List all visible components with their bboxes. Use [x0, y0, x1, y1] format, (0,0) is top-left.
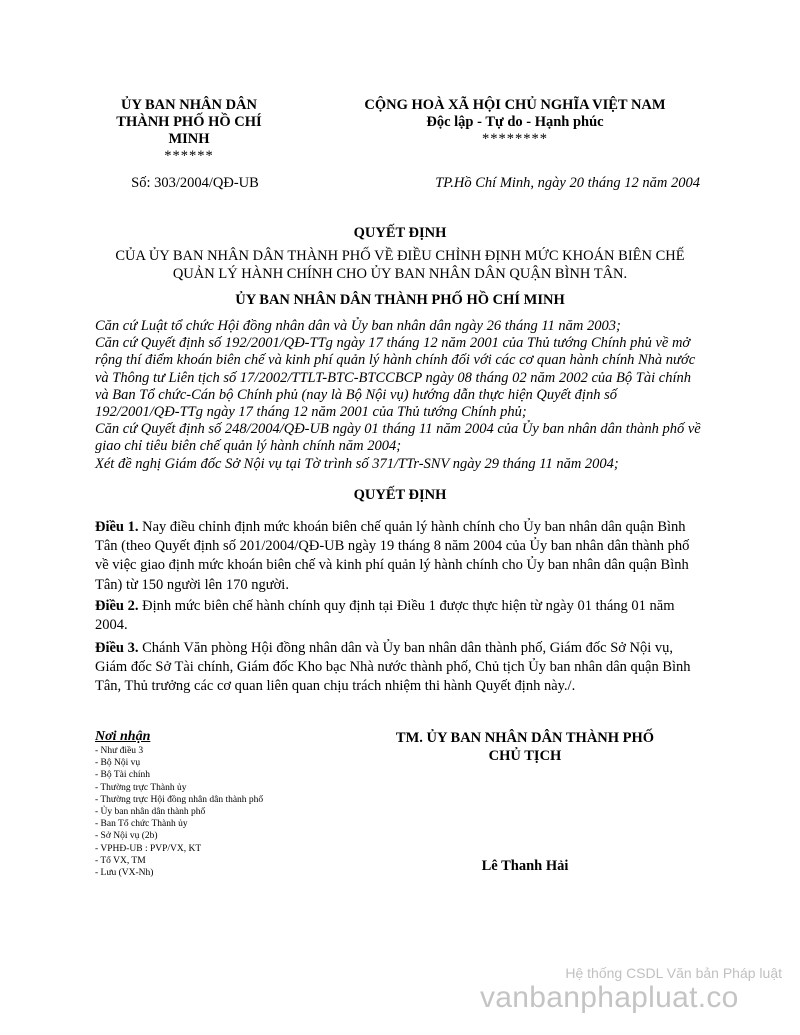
article-2 — [95, 597, 705, 635]
article-text: Định mức biên chế hành chính quy định tại Điều 1 được thực hiện từ ngày 01 tháng 01 năm 2004. — [95, 598, 675, 634]
issuing-authority-stars: ****** — [164, 148, 214, 164]
recipient-item: - Sở Nội vụ (2b) — [95, 831, 158, 842]
national-motto: Độc lập - Tự do - Hạnh phúc — [426, 114, 604, 130]
signature-position: CHỦ TỊCH — [488, 748, 562, 764]
preamble-paragraph: Căn cứ Quyết định số 248/2004/QĐ-UB ngày 01 tháng 11 năm 2004 của Ủy ban nhân dân thành phố về giao chỉ tiêu biên chế quản lý hành chính năm 2004; — [95, 421, 701, 455]
preamble-paragraph: Căn cứ Quyết định số 192/2001/QĐ-TTg ngày 17 tháng 12 năm 2001 của Thủ tướng Chính phủ về mở rộng thí điểm khoán biên chế và kinh phí quản lý hành chính đối với các cơ quan hành chính Nhà nước và Thông tư Liên tịch số 17/2002/TTLT-BTC-BTCCBCP ngày 08 tháng 02 năm 2002 của Bộ Tài chính và Ban Tổ chức-Cán bộ Chính phủ (nay là Bộ Nội vụ) hướng dẫn thực hiện Quyết định số 192/2001/QĐ-TTg ngày 17 tháng 12 năm 2001 của Thủ tướng Chính phủ; — [95, 335, 696, 421]
signature-organization: TM. ỦY BAN NHÂN DÂN THÀNH PHỐ — [395, 730, 655, 746]
recipients-list — [95, 745, 355, 879]
decision-heading: QUYẾT ĐỊNH — [353, 487, 447, 503]
watermark-caption: Hệ thống CSDL Văn bản Pháp luật — [565, 965, 782, 981]
recipient-item: - Lưu (VX-Nh) — [95, 868, 154, 879]
article-1 — [95, 518, 705, 595]
recipient-item: - VPHĐ-UB : PVP/VX, KT — [95, 843, 202, 854]
issuing-authority-heading: ỦY BAN NHÂN DÂN THÀNH PHỐ HỒ CHÍ MINH — [235, 292, 565, 308]
recipient-item: - Thường trực Thành ủy — [95, 782, 187, 793]
preamble-paragraph: Căn cứ Luật tổ chức Hội đồng nhân dân và Ủy ban nhân dân ngày 26 tháng 11 năm 2003; — [95, 318, 621, 334]
national-title: CỘNG HOÀ XÃ HỘI CHỦ NGHĨA VIỆT NAM — [364, 97, 666, 113]
article-3 — [95, 639, 705, 697]
preamble-paragraph: Xét đề nghị Giám đốc Sở Nội vụ tại Tờ trình số 371/TTr-SNV ngày 29 tháng 11 năm 2004; — [95, 455, 619, 472]
issuing-authority-block — [100, 97, 278, 165]
document-subtitle: CỦA ỦY BAN NHÂN DÂN THÀNH PHỐ VỀ ĐIỀU CHỈNH ĐỊNH MỨC KHOÁN BIÊN CHẾ QUẢN LÝ HÀNH CHÍNH CHO ỦY BAN NHÂN DÂN QUẬN BÌNH TÂN. — [115, 248, 685, 282]
recipients-title: Nơi nhận — [95, 729, 151, 744]
issuing-authority-line1: ỦY BAN NHÂN DÂN — [120, 97, 257, 113]
article-label: Điều 3. — [95, 640, 139, 656]
recipient-item: - Ban Tổ chức Thành ủy — [95, 819, 188, 830]
signature-block — [350, 729, 700, 765]
document-number: Số: 303/2004/QĐ-UB — [131, 175, 259, 191]
signer-name: Lê Thanh Hải — [481, 858, 569, 874]
recipient-item: - Ủy ban nhân dân thành phố — [95, 807, 206, 818]
article-label: Điều 1. — [95, 519, 139, 535]
recipient-item: - Bộ Tài chính — [95, 770, 150, 781]
national-motto-stars: ******** — [482, 131, 548, 147]
national-motto-block — [310, 97, 720, 148]
document-date: TP.Hồ Chí Minh, ngày 20 tháng 12 năm 2004 — [435, 175, 700, 191]
recipient-item: - Bộ Nội vụ — [95, 758, 141, 769]
preamble — [95, 318, 705, 473]
article-text: Chánh Văn phòng Hội đồng nhân dân và Ủy ban nhân dân thành phố, Giám đốc Sở Nội vụ, Giám đốc Sở Tài chính, Giám đốc Kho bạc Nhà nước thành phố, Chủ tịch Ủy ban nhân dân quận Bình Tân, Thủ trưởng các cơ quan liên quan chịu trách nhiệm thi hành Quyết định này./. — [95, 640, 691, 695]
watermark-site: vanbanphapluat.co — [480, 981, 739, 1014]
recipient-item: - Tổ VX, TM — [95, 855, 146, 866]
recipient-item: - Thường trực Hội đồng nhân dân thành phố — [95, 794, 264, 805]
article-label: Điều 2. — [95, 598, 139, 614]
article-text: Nay điều chỉnh định mức khoán biên chế quản lý hành chính cho Ủy ban nhân dân quận Bình Tân (theo Quyết định số 201/2004/QĐ-UB ngày 19 tháng 8 năm 2004 của Ủy ban nhân dân thành phố về việc giao định mức khoán biên chế và kinh phí quản lý hành chính cho Ủy ban nhân dân quận Bình Tân) từ 150 người lên 170 người. — [95, 519, 690, 593]
issuing-authority-line2: THÀNH PHỐ HỒ CHÍ MINH — [116, 114, 262, 147]
recipient-item: - Như điều 3 — [95, 746, 144, 756]
document-title: QUYẾT ĐỊNH — [353, 225, 447, 241]
